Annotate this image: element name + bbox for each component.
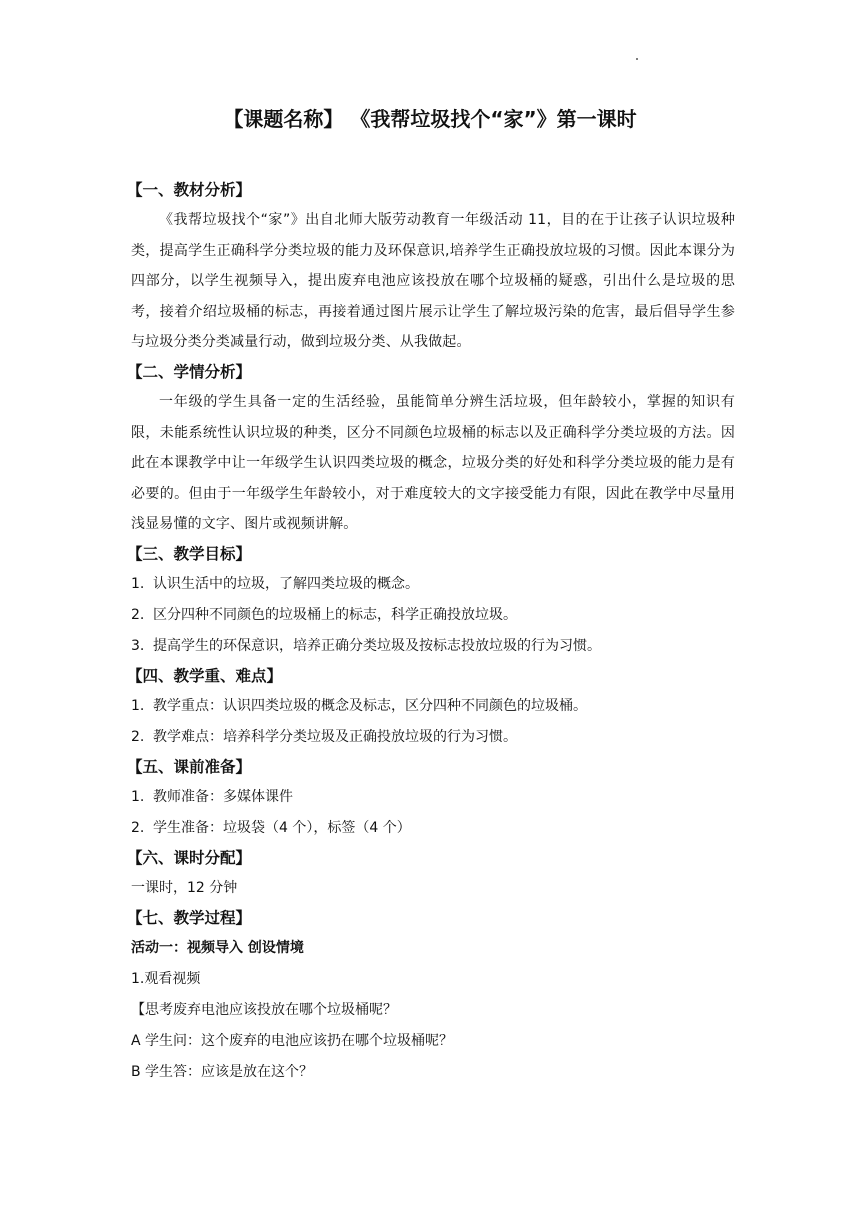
teaching-goals-list: [131, 569, 735, 662]
page-dot-mark: [636, 58, 638, 60]
list-item-number: 2.: [131, 728, 145, 745]
list-item-text: 提高学生的环保意识，培养正确分类垃圾及按标志投放垃圾的行为习惯。: [153, 637, 601, 654]
list-item: [131, 569, 735, 600]
list-item: [131, 600, 735, 631]
list-item-number: 2.: [131, 606, 145, 623]
section-heading-teaching-process: 【七、教学过程】: [127, 908, 252, 927]
list-item-number: 1.: [131, 788, 145, 805]
document-body: [127, 176, 735, 1088]
section-heading-student-analysis: 【二、学情分析】: [127, 362, 252, 381]
list-item-number: 1.: [131, 575, 145, 592]
process-line: 1.观看视频: [131, 970, 201, 987]
preparation-list: [131, 782, 735, 844]
list-item-number: 3.: [131, 637, 145, 654]
class-hours-text: 一课时，12 分钟: [131, 879, 238, 896]
list-item-text: 区分四种不同颜色的垃圾桶上的标志，科学正确投放垃圾。: [153, 606, 517, 623]
list-item: [131, 782, 735, 813]
list-item-text: 学生准备：垃圾袋（4 个），标签（4 个）: [153, 819, 411, 836]
list-item: [131, 813, 735, 844]
process-line: A 学生问：这个废弃的电池应该扔在哪个垃圾桶呢？: [131, 1032, 454, 1049]
section-heading-textbook-analysis: 【一、教材分析】: [127, 181, 252, 199]
activity-title: 活动一：视频导入 创设情境: [131, 939, 304, 956]
section-heading-class-hours: 【六、课时分配】: [127, 848, 252, 867]
section-heading-key-difficult-points: 【四、教学重、难点】: [127, 666, 283, 685]
document-title: 【课题名称】 《我帮垃圾找个“家”》第一课时: [223, 107, 637, 131]
list-item-text: 教学重点：认识四类垃圾的概念及标志，区分四种不同颜色的垃圾桶。: [153, 697, 587, 714]
key-points-list: [131, 691, 735, 753]
list-item: [131, 722, 735, 753]
list-item-number: 2.: [131, 819, 145, 836]
section-heading-preparation: 【五、课前准备】: [127, 757, 252, 776]
list-item: [131, 631, 735, 662]
list-item: [131, 691, 735, 722]
section-heading-teaching-goals: 【三、教学目标】: [127, 544, 252, 563]
list-item-text: 认识生活中的垃圾，了解四类垃圾的概念。: [153, 575, 419, 592]
section-paragraph-textbook-analysis: 《我帮垃圾找个“家”》出自北师大版劳动教育一年级活动 11，目的在于让孩子认识垃圾种类，提高学生正确科学分类垃圾的能力及环保意识,培养学生正确投放垃圾的习惯。因此本课分为四部分，以学生视频导入，提出废弃电池应该投放在哪个垃圾桶的疑惑，引出什么是垃圾的思考，接着介绍垃圾桶的标志，再接着通过图片展示让学生了解垃圾污染的危害，最后倡导学生参与垃圾分类分类减量行动，做到垃圾分类、从我做起。: [131, 212, 735, 351]
list-item-text: 教师准备：多媒体课件: [153, 788, 293, 805]
process-line: B 学生答：应该是放在这个？: [131, 1063, 314, 1080]
list-item-number: 1.: [131, 697, 145, 714]
process-line: 【思考废弃电池应该投放在哪个垃圾桶呢？: [131, 1001, 397, 1018]
section-paragraph-student-analysis: 一年级的学生具备一定的生活经验，虽能简单分辨生活垃圾，但年龄较小，掌握的知识有限，未能系统性认识垃圾的种类，区分不同颜色垃圾桶的标志以及正确科学分类垃圾的方法。因此在本课教学中让一年级学生认识四类垃圾的概念，垃圾分类的好处和科学分类垃圾的能力是有必要的。但由于一年级学生年龄较小，对于难度较大的文字接受能力有限，因此在教学中尽量用浅显易懂的文字、图片或视频讲解。: [131, 393, 735, 533]
list-item-text: 教学难点：培养科学分类垃圾及正确投放垃圾的行为习惯。: [153, 728, 517, 745]
